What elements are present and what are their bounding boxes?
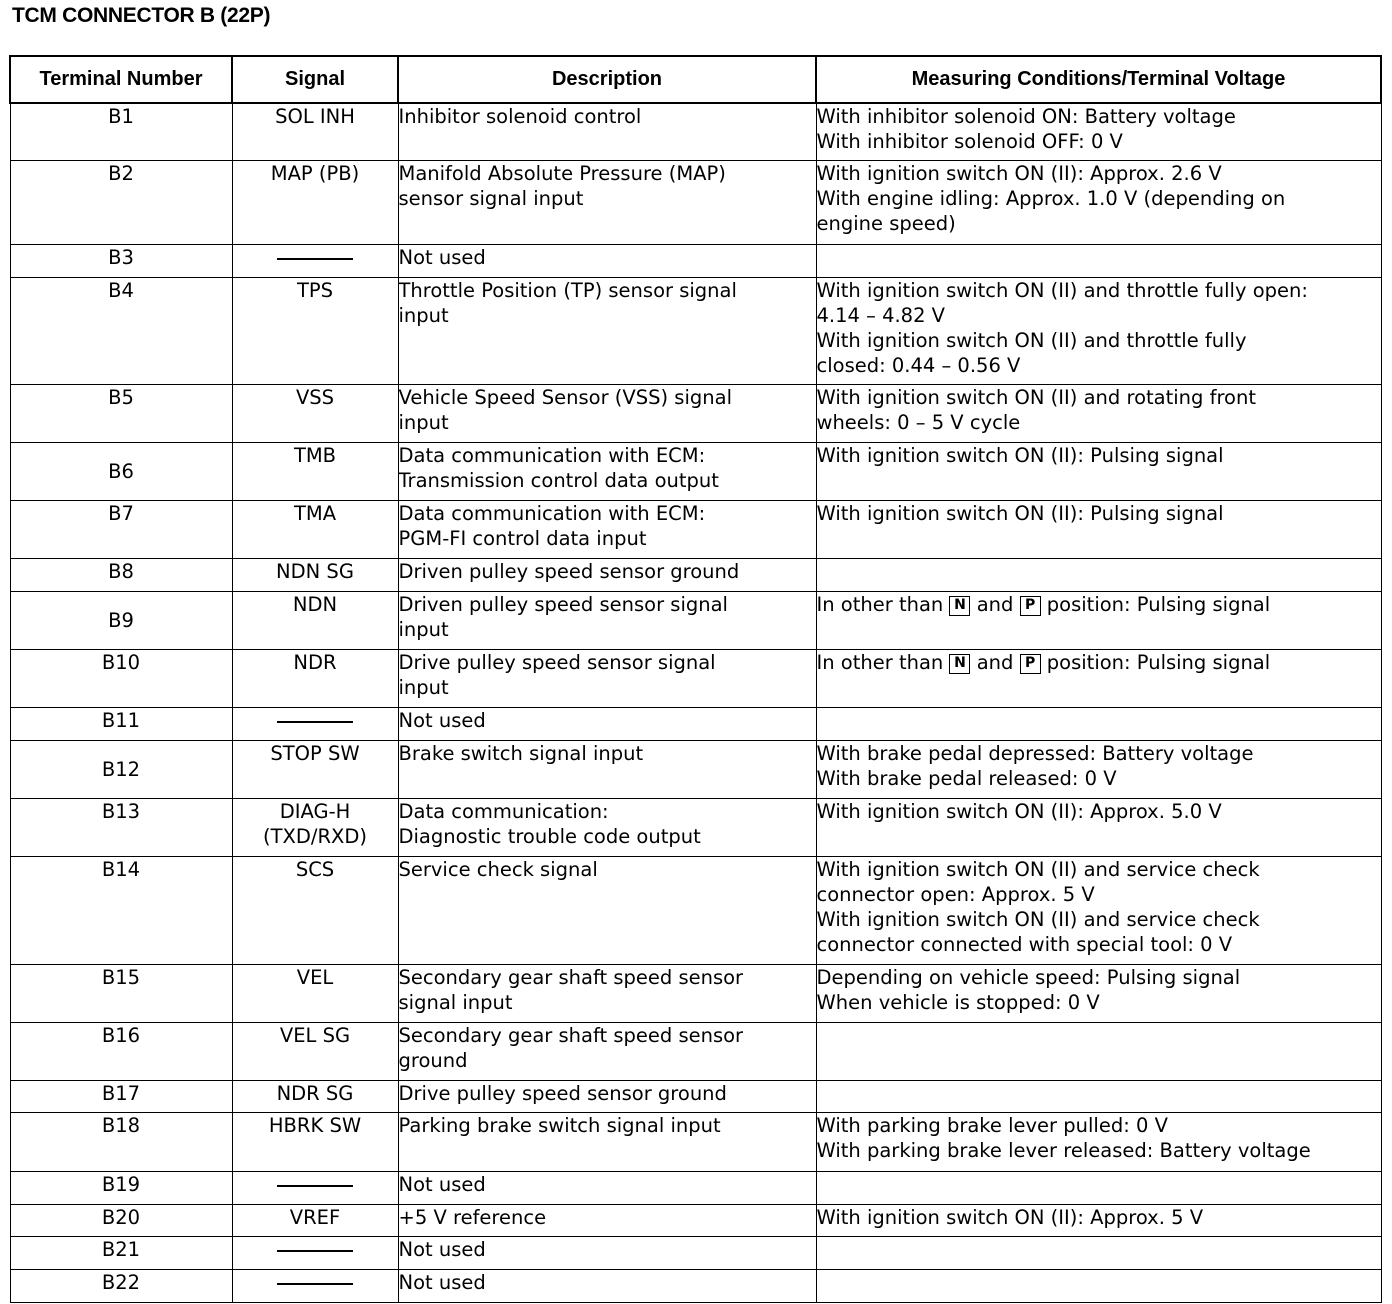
conditions-cell xyxy=(816,500,1381,558)
neutral-position-key: N xyxy=(949,654,970,674)
table-row xyxy=(10,442,1381,500)
description-line: Throttle Position (TP) sensor signal xyxy=(398,278,737,302)
description-line: input xyxy=(398,675,449,699)
conditions-cell xyxy=(816,798,1381,856)
neutral-position-key: N xyxy=(949,596,970,616)
signal-cell: NDR xyxy=(232,649,398,707)
signal-cell: VEL xyxy=(232,964,398,1022)
table-row xyxy=(10,277,1381,384)
description-line: Secondary gear shaft speed sensor xyxy=(398,1023,744,1047)
description-line: Diagnostic trouble code output xyxy=(398,824,701,848)
description-cell xyxy=(398,160,816,244)
signal-cell: STOP SW xyxy=(232,740,398,798)
table-row xyxy=(10,798,1381,856)
signal-cell: NDN xyxy=(232,591,398,649)
table-row xyxy=(10,384,1381,442)
condition-line: Depending on vehicle speed: Pulsing signal xyxy=(816,965,1241,989)
signal-cell: VREF xyxy=(232,1204,398,1236)
signal-cell xyxy=(232,1269,398,1302)
condition-line: closed: 0.44 – 0.56 V xyxy=(816,353,1021,377)
condition-line: With parking brake lever released: Battery voltage xyxy=(816,1138,1311,1162)
description-line: Not used xyxy=(398,245,486,269)
terminal-cell: B6 xyxy=(10,442,232,500)
terminal-cell: B15 xyxy=(10,964,232,1022)
conditions-cell xyxy=(816,1080,1381,1112)
description-cell xyxy=(398,558,816,591)
page-title: TCM CONNECTOR B (22P) xyxy=(12,4,271,27)
conditions-cell xyxy=(816,1112,1381,1171)
description-line: input xyxy=(398,410,449,434)
description-cell xyxy=(398,1112,816,1171)
description-cell xyxy=(398,798,816,856)
not-used-dash xyxy=(277,1250,353,1252)
terminal-cell: B4 xyxy=(10,277,232,384)
terminal-cell: B1 xyxy=(10,103,232,160)
conditions-cell xyxy=(816,649,1381,707)
terminal-cell: B9 xyxy=(10,591,232,649)
condition-line: With parking brake lever pulled: 0 V xyxy=(816,1113,1168,1137)
table-row xyxy=(10,160,1381,244)
not-used-dash xyxy=(277,1283,353,1285)
signal-line: (TXD/RXD) xyxy=(263,824,367,848)
signal-cell: MAP (PB) xyxy=(232,160,398,244)
condition-line: With inhibitor solenoid OFF: 0 V xyxy=(816,130,1123,153)
signal-cell: SOL INH xyxy=(232,103,398,160)
conditions-cell xyxy=(816,740,1381,798)
signal-cell xyxy=(232,707,398,740)
description-cell xyxy=(398,442,816,500)
condition-line: With ignition switch ON (II) and service check xyxy=(816,907,1260,931)
conditions-cell xyxy=(816,1022,1381,1080)
conditions-cell xyxy=(816,707,1381,740)
signal-cell: NDN SG xyxy=(232,558,398,591)
description-line: Vehicle Speed Sensor (VSS) signal xyxy=(398,385,732,409)
description-line: Secondary gear shaft speed sensor xyxy=(398,965,744,989)
signal-line: DIAG-H xyxy=(279,799,351,823)
not-used-dash xyxy=(277,258,353,260)
signal-cell xyxy=(232,798,398,856)
table-row xyxy=(10,591,1381,649)
description-line: sensor signal input xyxy=(398,186,584,210)
terminal-cell: B8 xyxy=(10,558,232,591)
terminal-cell: B10 xyxy=(10,649,232,707)
condition-line: With ignition switch ON (II) and service check xyxy=(816,857,1260,881)
conditions-cell xyxy=(816,964,1381,1022)
table-row xyxy=(10,103,1381,160)
conditions-cell xyxy=(816,103,1381,160)
condition-line: With ignition switch ON (II): Approx. 5 V xyxy=(816,1205,1204,1229)
condition-line: With engine idling: Approx. 1.0 V (depending on xyxy=(816,186,1286,210)
table-row xyxy=(10,1022,1381,1080)
conditions-cell xyxy=(816,1269,1381,1302)
description-line: Service check signal xyxy=(398,857,598,881)
signal-cell: VSS xyxy=(232,384,398,442)
shift-condition-and: and xyxy=(976,650,1014,674)
signal-cell xyxy=(232,1171,398,1204)
description-line: Brake switch signal input xyxy=(398,741,644,765)
description-line: Parking brake switch signal input xyxy=(398,1113,721,1137)
conditions-cell xyxy=(816,1204,1381,1236)
table-row xyxy=(10,707,1381,740)
signal-cell: VEL SG xyxy=(232,1022,398,1080)
condition-line: With ignition switch ON (II): Approx. 2.6 V xyxy=(816,161,1222,185)
condition-line: With ignition switch ON (II): Approx. 5.0 V xyxy=(816,799,1222,823)
description-cell xyxy=(398,1236,816,1269)
terminal-cell: B16 xyxy=(10,1022,232,1080)
description-cell xyxy=(398,740,816,798)
condition-line: With ignition switch ON (II) and throttle fully xyxy=(816,328,1247,352)
conditions-cell xyxy=(816,1236,1381,1269)
terminal-cell: B13 xyxy=(10,798,232,856)
condition-line: With ignition switch ON (II) and rotating front xyxy=(816,385,1256,409)
description-line: PGM-FI control data input xyxy=(398,526,647,550)
header-signal: Signal xyxy=(232,56,398,103)
header-terminal: Terminal Number xyxy=(10,56,232,103)
not-used-dash xyxy=(277,721,353,723)
description-line: Data communication with ECM: xyxy=(398,501,706,525)
shift-condition-prefix: In other than xyxy=(816,592,944,616)
description-cell xyxy=(398,591,816,649)
condition-line: With brake pedal depressed: Battery voltage xyxy=(816,741,1254,765)
signal-cell: SCS xyxy=(232,856,398,964)
condition-line: When vehicle is stopped: 0 V xyxy=(816,990,1100,1014)
terminal-cell: B20 xyxy=(10,1204,232,1236)
table-row xyxy=(10,856,1381,964)
signal-cell: HBRK SW xyxy=(232,1112,398,1171)
table-row xyxy=(10,1080,1381,1112)
description-cell xyxy=(398,103,816,160)
header-description: Description xyxy=(398,56,816,103)
description-cell xyxy=(398,1022,816,1080)
description-line: Data communication with ECM: xyxy=(398,443,706,467)
conditions-cell xyxy=(816,160,1381,244)
condition-line: 4.14 – 4.82 V xyxy=(816,303,946,327)
description-line: Not used xyxy=(398,1270,486,1294)
description-line: Manifold Absolute Pressure (MAP) xyxy=(398,161,726,185)
description-line: input xyxy=(398,303,449,327)
conditions-cell xyxy=(816,591,1381,649)
shift-condition-suffix: position: Pulsing signal xyxy=(1046,592,1271,616)
description-line: Driven pulley speed sensor signal xyxy=(398,592,728,616)
condition-line: wheels: 0 – 5 V cycle xyxy=(816,410,1021,434)
table-row xyxy=(10,1112,1381,1171)
table-row xyxy=(10,244,1381,277)
conditions-cell xyxy=(816,277,1381,384)
table-row xyxy=(10,1269,1381,1302)
connector-table xyxy=(9,55,1382,1303)
conditions-cell xyxy=(816,244,1381,277)
signal-cell xyxy=(232,1236,398,1269)
table-row xyxy=(10,1204,1381,1236)
terminal-cell: B22 xyxy=(10,1269,232,1302)
terminal-cell: B2 xyxy=(10,160,232,244)
conditions-cell xyxy=(816,558,1381,591)
table-row xyxy=(10,500,1381,558)
table-row xyxy=(10,740,1381,798)
description-line: Inhibitor solenoid control xyxy=(398,105,642,128)
terminal-cell: B18 xyxy=(10,1112,232,1171)
terminal-cell: B3 xyxy=(10,244,232,277)
signal-cell xyxy=(232,244,398,277)
signal-cell: TMA xyxy=(232,500,398,558)
table-row xyxy=(10,558,1381,591)
description-cell xyxy=(398,856,816,964)
description-line: signal input xyxy=(398,990,513,1014)
terminal-cell: B7 xyxy=(10,500,232,558)
condition-line: With inhibitor solenoid ON: Battery voltage xyxy=(816,105,1236,128)
description-cell xyxy=(398,1080,816,1112)
shift-condition-suffix: position: Pulsing signal xyxy=(1046,650,1271,674)
conditions-cell xyxy=(816,1171,1381,1204)
not-used-dash xyxy=(277,1185,353,1187)
description-line: Drive pulley speed sensor signal xyxy=(398,650,716,674)
description-cell xyxy=(398,964,816,1022)
terminal-cell: B17 xyxy=(10,1080,232,1112)
table-header-row xyxy=(10,56,1381,103)
terminal-cell: B14 xyxy=(10,856,232,964)
description-line: Driven pulley speed sensor ground xyxy=(398,559,740,583)
description-cell xyxy=(398,649,816,707)
shift-condition-and: and xyxy=(976,592,1014,616)
conditions-cell xyxy=(816,856,1381,964)
signal-cell: TMB xyxy=(232,442,398,500)
conditions-cell xyxy=(816,384,1381,442)
condition-line: With ignition switch ON (II): Pulsing signal xyxy=(816,443,1224,467)
description-cell xyxy=(398,384,816,442)
description-line: Not used xyxy=(398,708,486,732)
table-row xyxy=(10,1171,1381,1204)
terminal-cell: B5 xyxy=(10,384,232,442)
shift-condition-prefix: In other than xyxy=(816,650,944,674)
description-cell xyxy=(398,244,816,277)
description-line: Data communication: xyxy=(398,799,609,823)
description-line: Not used xyxy=(398,1237,486,1261)
condition-line: With ignition switch ON (II): Pulsing signal xyxy=(816,501,1224,525)
description-line: Transmission control data output xyxy=(398,468,719,492)
signal-cell: TPS xyxy=(232,277,398,384)
description-line: ground xyxy=(398,1048,468,1072)
terminal-cell: B19 xyxy=(10,1171,232,1204)
terminal-cell: B21 xyxy=(10,1236,232,1269)
condition-line: With brake pedal released: 0 V xyxy=(816,766,1117,790)
description-line: Not used xyxy=(398,1172,486,1196)
description-line: +5 V reference xyxy=(398,1205,547,1229)
condition-line: With ignition switch ON (II) and throttle fully open: xyxy=(816,278,1308,302)
header-conditions: Measuring Conditions/Terminal Voltage xyxy=(816,56,1381,103)
condition-line: engine speed) xyxy=(816,211,956,235)
description-line: input xyxy=(398,617,449,641)
description-cell xyxy=(398,277,816,384)
condition-line: connector open: Approx. 5 V xyxy=(816,882,1095,906)
description-cell xyxy=(398,1269,816,1302)
park-position-key: P xyxy=(1020,654,1041,674)
terminal-cell: B11 xyxy=(10,707,232,740)
table-row xyxy=(10,1236,1381,1269)
description-cell xyxy=(398,1204,816,1236)
park-position-key: P xyxy=(1020,596,1041,616)
terminal-cell: B12 xyxy=(10,740,232,798)
signal-cell: NDR SG xyxy=(232,1080,398,1112)
table-row xyxy=(10,649,1381,707)
description-line: Drive pulley speed sensor ground xyxy=(398,1081,727,1105)
description-cell xyxy=(398,500,816,558)
description-cell xyxy=(398,707,816,740)
conditions-cell xyxy=(816,442,1381,500)
description-cell xyxy=(398,1171,816,1204)
table-row xyxy=(10,964,1381,1022)
condition-line: connector connected with special tool: 0 V xyxy=(816,932,1233,956)
